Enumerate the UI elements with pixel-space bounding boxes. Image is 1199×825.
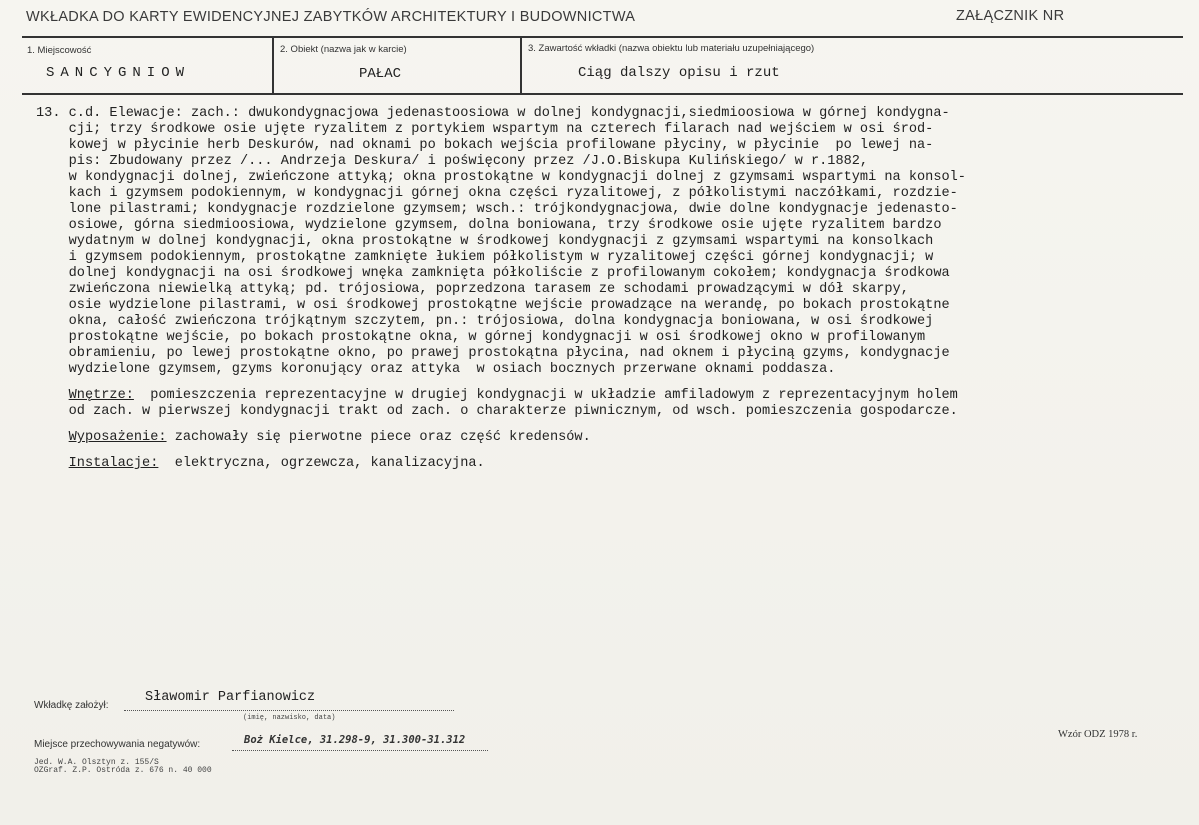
field-divider-2 — [520, 37, 522, 94]
author-value: Sławomir Parfianowicz — [145, 690, 316, 705]
annex-label: ZAŁĄCZNIK NR — [956, 8, 1065, 24]
text-line: cji; trzy środkowe osie ujęte ryzalitem z portykiem wspartym na czterech filarach nad wejściem w osi środ- — [36, 122, 934, 137]
text-line: okna, całość zwieńczona trójkątnym szczytem, pn.: trójosiowa, dolna kondygnacja boniowana, w osi środkowej — [36, 314, 934, 329]
installations-paragraph — [36, 456, 1176, 472]
contents-label: 3. Zawartość wkładki (nazwa obiektu lub materiału uzupełniającego) — [528, 43, 815, 54]
equipment-heading: Wyposażenie: — [68, 430, 167, 445]
description-body — [36, 106, 1176, 472]
text-line: osiowe, górna siedmioosiowa, wydzielone gzymsem, dolna boniowana, trzy środkowe osie ujęte ryzalitem bardzo — [36, 218, 942, 233]
text-line: osie wydzielone pilastrami, w osi środkowej prostokątne wejście prowadzące na werandę, po bokach prostokątne — [36, 298, 950, 313]
elevations-paragraph — [36, 106, 1176, 378]
top-rule — [22, 36, 1183, 38]
text-line: wydatnym w dolnej kondygnacji, okna prostokątne w środkowej kondygnacji z gzymsami wspartymi na konsolkach — [36, 234, 934, 249]
negatives-dotted-line — [232, 750, 488, 751]
text-line: pis: Zbudowany przez /... Andrzeja Deskura/ i poświęcony przez /J.O.Biskupa Kulińskiego/ w r.1882, — [36, 154, 869, 169]
interior-text: pomieszczenia reprezentacyjne w drugiej kondygnacji w układzie amfiladowym z reprezentacyjnym holem — [133, 388, 958, 403]
author-hint: (imię, nazwisko, data) — [243, 714, 336, 722]
locality-value: SANCYGNIOW — [46, 65, 191, 81]
text-line: obramieniu, po lewej prostokątne okno, po prawej prostokątna płycina, nad oknem i płyciną gzyms, kondygnacje — [36, 346, 950, 361]
print-info-1: Jed. W.A. Olsztyn z. 155/S — [34, 758, 159, 767]
interior-heading: Wnętrze: — [68, 388, 134, 403]
text-line: dolnej kondygnacji na osi środkowej wnęka zamknięta półkoliście z profilowanym cokołem; kondygnacja środkowa — [36, 266, 950, 281]
equipment-paragraph — [36, 430, 1176, 446]
object-label: 2. Obiekt (nazwa jak w karcie) — [280, 44, 407, 55]
object-value: PAŁAC — [359, 66, 402, 82]
locality-label: 1. Miejscowość — [27, 45, 92, 56]
field-divider-1 — [272, 37, 274, 94]
form-pattern: Wzór ODZ 1978 r. — [1058, 729, 1138, 740]
equipment-text: zachowały się pierwotne piece oraz część kredensów. — [166, 430, 591, 445]
contents-value: Ciąg dalszy opisu i rzut — [578, 65, 780, 81]
text-line: kach i gzymsem podokiennym, w kondygnacji górnej okna części ryzalitowej, z półkolistymi naczółkami, rozdzie- — [36, 186, 958, 201]
interior-paragraph — [36, 388, 1176, 420]
author-label: Wkładkę założył: — [34, 700, 109, 711]
form-title: WKŁADKA DO KARTY EWIDENCYJNEJ ZABYTKÓW ARCHITEKTURY I BUDOWNICTWA — [26, 9, 636, 25]
text-line: i gzymsem podokiennym, prostokątne zamknięte łukiem półkolistym w ryzalitowej części górnej kondygnacji; w — [36, 250, 934, 265]
text-line: wydzielone gzymsem, gzyms koronujący oraz attyka w osiach bocznych przerwane oknami poddasza. — [36, 362, 836, 377]
text-line: 13. c.d. Elewacje: zach.: dwukondygnacjowa jedenastoosiowa w dolnej kondygnacji,siedmioosiowa w górnej kondygna- — [36, 106, 950, 121]
installations-text: elektryczna, ogrzewcza, kanalizacyjna. — [158, 456, 485, 471]
text-line: prostokątne wejście, po bokach prostokątne okna, w górnej kondygnacji w osi środkowej okno w profilowanym — [36, 330, 926, 345]
author-dotted-line — [124, 710, 454, 711]
fields-bottom-rule — [22, 93, 1183, 95]
text-line: lone pilastrami; kondygnacje rozdzielone gzymsem; wsch.: trójkondygnacjowa, dwie dolne kondygnacje jedenasto- — [36, 202, 958, 217]
text-line: zwieńczona niewielką attyką; pd. trójosiowa, poprzedzona tarasem ze schodami prowadzącymi w dół skarpy, — [36, 282, 909, 297]
print-info-2: OZGraf. Z.P. Ostróda z. 676 n. 40 000 — [34, 766, 212, 775]
text-line: w kondygnacji dolnej, zwieńczone attyką; okna prostokątne w kondygnacji dolnej z gzymsami wspartymi na konsol- — [36, 170, 966, 185]
text-line: od zach. w pierwszej kondygnacji trakt od zach. o charakterze piwnicznym, od wsch. pomieszczenia gospodarcze. — [36, 404, 958, 419]
negatives-label: Miejsce przechowywania negatywów: — [34, 739, 201, 750]
text-line: kowej w płycinie herb Deskurów, nad oknami po bokach wejścia profilowane płyciny, w płycinie po lewej na- — [36, 138, 934, 153]
negatives-value: Boż Kielce, 31.298-9, 31.300-31.312 — [244, 734, 466, 746]
installations-heading: Instalacje: — [68, 456, 159, 471]
